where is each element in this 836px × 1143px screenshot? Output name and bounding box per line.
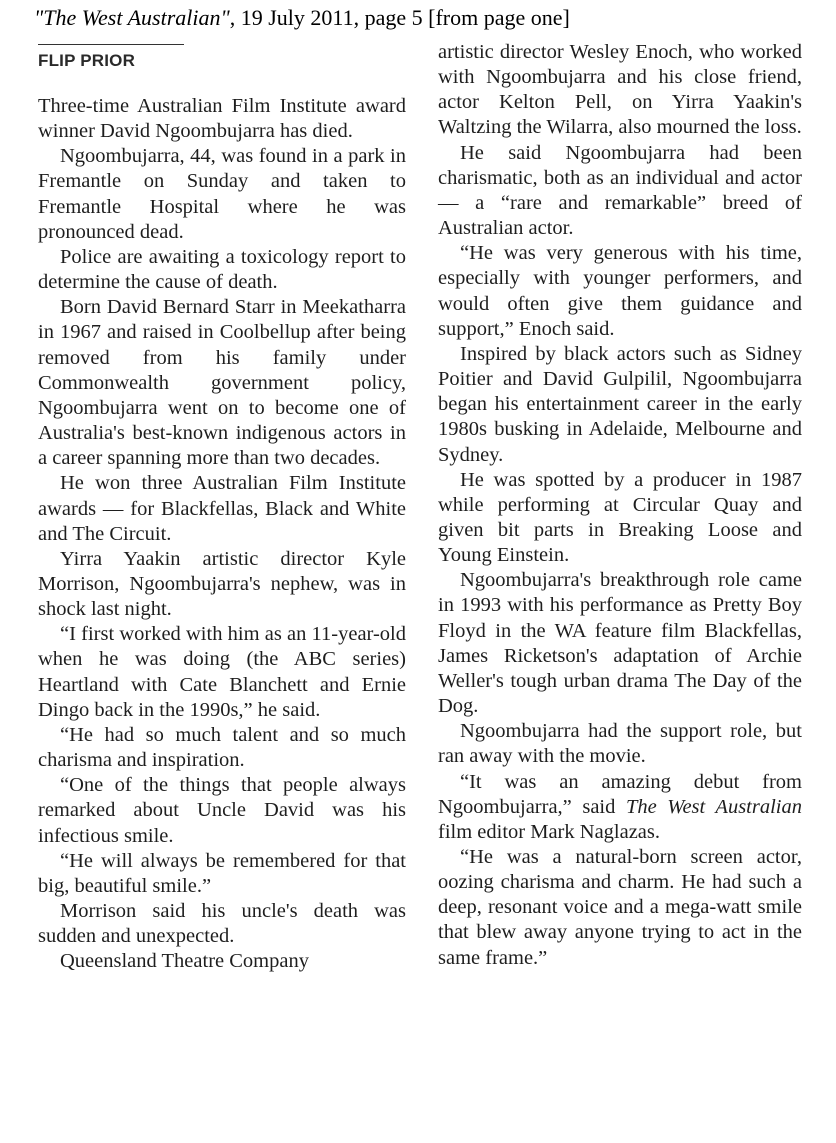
paragraph: Yirra Yaakin artistic director Kyle Morrison, Ngoombujarra's nephew, was in shock last night. [38, 547, 406, 621]
attribution-text: film editor Mark Naglazas. [438, 820, 661, 843]
paragraph: He said Ngoombujarra had been charismatic, both as an individual and actor — a “rare and remarkable” breed of Australian actor. [438, 141, 802, 240]
paragraph: “I first worked with him as an 11-year-old when he was doing (the ABC series) Heartland with Cate Blanchett and Ernie Dingo back in the 1990s,” he said. [38, 623, 406, 721]
paragraph: Ngoombujarra had the support role, but ran away with the movie. [438, 720, 802, 768]
source-citation [34, 4, 824, 32]
paragraph: Ngoombujarra, 44, was found in a park in Fremantle on Sunday and taken to Fremantle Hospital where he was pronounced dead. [38, 145, 406, 243]
article-column-2 [438, 40, 802, 971]
paragraph: “One of the things that people always remarked about Uncle David was his infectious smile. [38, 774, 406, 847]
paragraph: Three-time Australian Film Institute award winner David Ngoombujarra has died. [38, 95, 406, 143]
article-column-1 [38, 94, 406, 974]
paragraph-continued: Queensland Theatre Company [60, 950, 309, 973]
paragraph-continuation: artistic director Wesley Enoch, who worked with Ngoombujarra and his close friend, actor Kelton Pell, on Yirra Yaakin's Waltzing the Wilarra, also mourned the loss. [438, 41, 802, 139]
paragraph: Born David Bernard Starr in Meekatharra in 1967 and raised in Coolbellup after being removed from his family under Commonwealth government policy, Ngoombujarra went on to become one of Australia's best-known indigenous actors in a career spanning more than two decades. [38, 296, 406, 470]
paragraph: Morrison said his uncle's death was sudden and unexpected. [38, 900, 406, 948]
paragraph: Inspired by black actors such as Sidney Poitier and David Gulpilil, Ngoombujarra began his entertainment career in the early 1980s busking in Adelaide, Melbourne and Sydney. [438, 342, 802, 466]
paragraph: “He will always be remembered for that big, beautiful smile.” [38, 849, 406, 897]
paragraph: He won three Australian Film Institute awards — for Blackfellas, Black and White and The Circuit. [38, 472, 406, 545]
paragraph: “He was a natural-born screen actor, oozing charisma and charm. He had such a deep, resonant voice and a mega-watt smile that blew away anyone trying to act in the same frame.” [438, 846, 802, 969]
paragraph: “He was very generous with his time, especially with younger performers, and would often give them guidance and support,” Enoch said. [438, 242, 802, 340]
paragraph [438, 770, 802, 845]
publication-name-inline: The West Australian [625, 795, 802, 818]
byline: FLIP PRIOR [38, 51, 136, 70]
byline-rule [38, 44, 184, 45]
date-page-info: , 19 July 2011, page 5 [from page one] [229, 5, 570, 30]
paragraph: He was spotted by a producer in 1987 while performing at Circular Quay and given bit parts in Breaking Loose and Young Einstein. [438, 468, 802, 567]
publication-name: "The West Australian" [34, 5, 230, 30]
paragraph: “He had so much talent and so much charisma and inspiration. [38, 723, 406, 772]
quote-text: “It was an amazing debut from Ngoombujarra,” said [438, 770, 802, 818]
paragraph: Police are awaiting a toxicology report to determine the cause of death. [38, 245, 406, 294]
paragraph: Ngoombujarra's breakthrough role came in 1993 with his performance as Pretty Boy Floyd in the WA feature film Blackfellas, James Ricketson's adaptation of Archie Weller's tough urban drama The Day of the Dog. [438, 569, 802, 718]
